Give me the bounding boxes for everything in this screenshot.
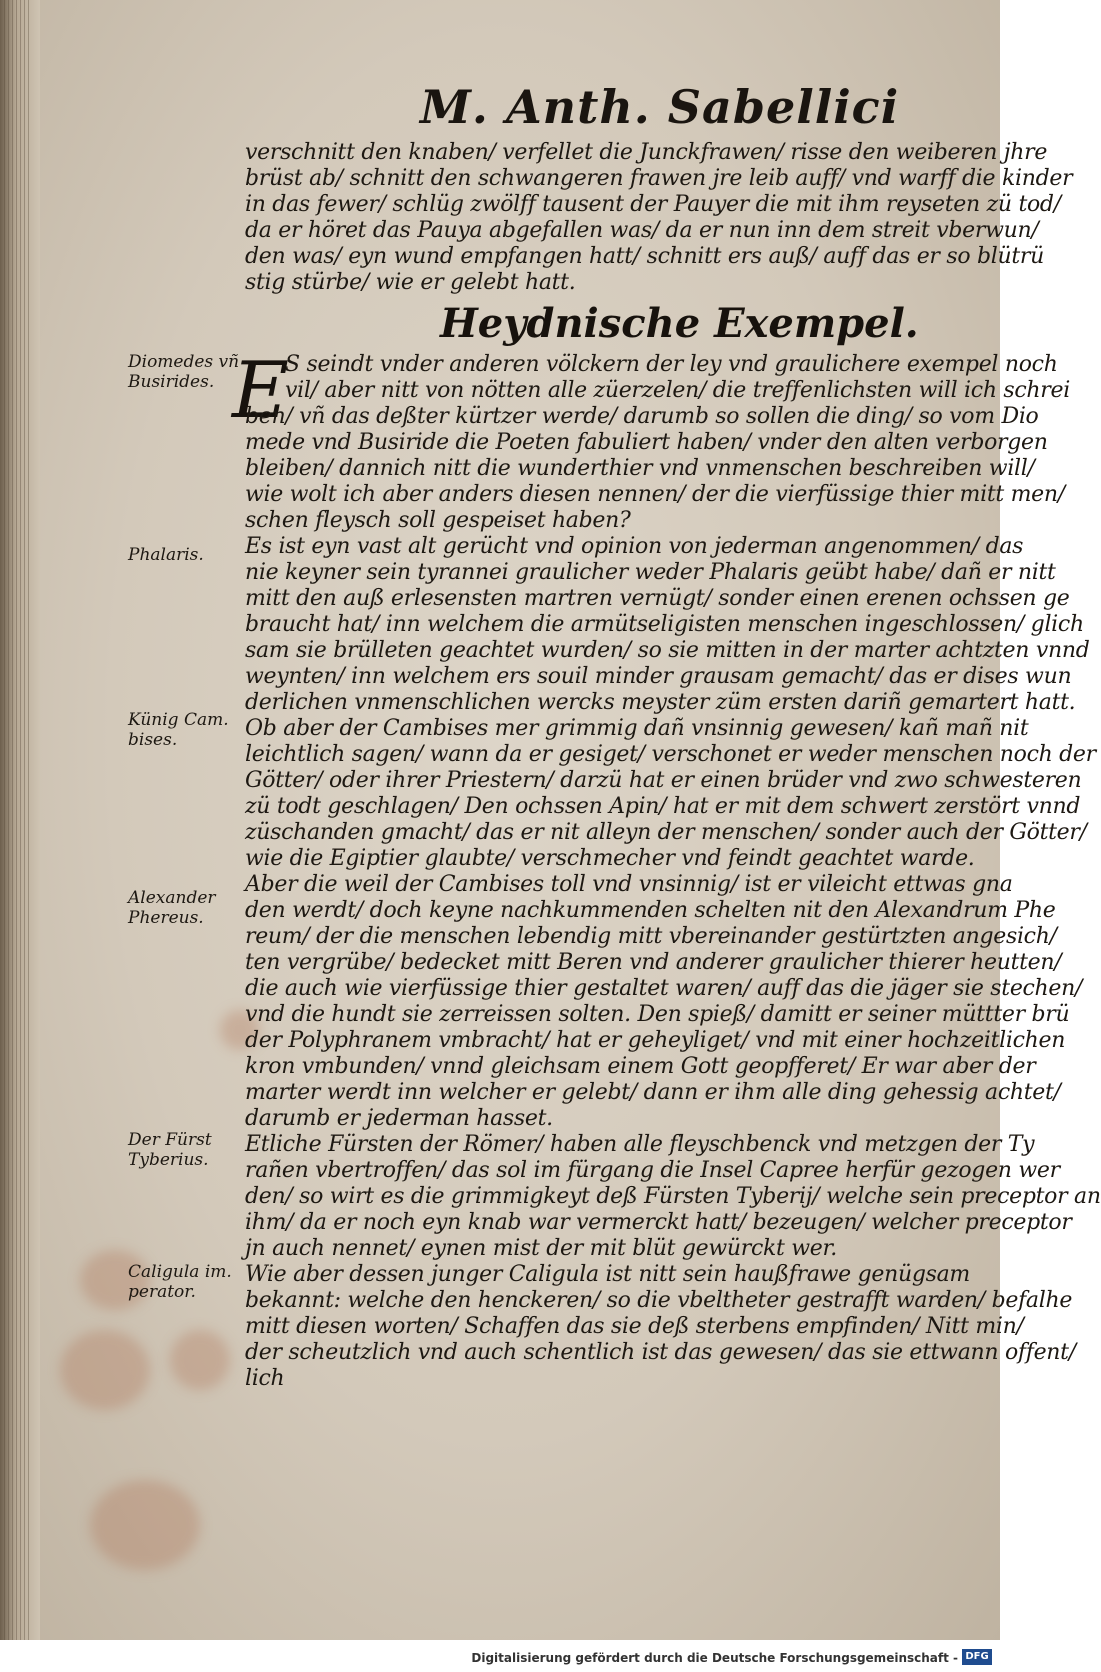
text-line: Es ist eyn vast alt gerücht vnd opinion von jederman angenommen/ das — [245, 534, 1024, 559]
text-line: Etliche Fürsten der Römer/ haben alle fleyschbenck vnd metzgen der Ty — [245, 1132, 1035, 1157]
text-line: sam sie brülleten geachtet wurden/ so sie mitten in der marter achtzten vnnd — [245, 638, 1090, 663]
text-line: mede vnd Busiride die Poeten fabuliert haben/ vnder den alten verborgen — [245, 430, 1048, 455]
text-line: darumb er jederman hasset. — [245, 1106, 553, 1131]
text-line: züschanden gmacht/ das er nit alleyn der menschen/ sonder auch der Götter/ — [245, 820, 1087, 845]
text-line: vil/ aber nitt von nötten alle züerzelen/ die treffenlichsten will ich schrei — [285, 378, 1070, 403]
text-line: leichtlich sagen/ wann da er gesiget/ verschonet er weder menschen noch der — [245, 742, 1096, 767]
text-line: ben/ vñ das deßter kürtzer werde/ darumb so sollen die ding/ so vom Dio — [245, 404, 1039, 429]
text-line: Wie aber dessen junger Caligula ist nitt sein haußfrawe genügsam — [245, 1262, 970, 1287]
text-line: wie die Egiptier glaubte/ verschmecher vnd feindt geachtet warde. — [245, 846, 975, 871]
text-line: den/ so wirt es die grimmigkeyt deß Fürsten Tyberij/ welche sein preceptor an — [245, 1184, 1101, 1209]
text-line: ihm/ da er noch eyn knab war vermerckt hatt/ bezeugen/ welcher preceptor — [245, 1210, 1072, 1235]
text-line: mitt diesen worten/ Schaffen das sie deß sterbens empfinden/ Nitt min/ — [245, 1314, 1024, 1339]
text-line: kron vmbunden/ vnnd gleichsam einem Gott geopfferet/ Er war aber der — [245, 1054, 1036, 1079]
text-line: lich — [245, 1366, 285, 1391]
text-line: in das fewer/ schlüg zwölff tausent der Pauyer die mit ihm reyseten zü tod/ — [245, 192, 1061, 217]
text-line: rañen vbertroffen/ das sol im fürgang die Insel Capree herfür gezogen wer — [245, 1158, 1060, 1183]
text-line: Götter/ oder ihrer Priestern/ darzü hat er einen brüder vnd zwo schwesteren — [245, 768, 1082, 793]
running-head: M. Anth. Sabellici — [420, 80, 900, 134]
drop-cap: E — [232, 346, 289, 436]
text-line: den werdt/ doch keyne nachkummenden schelten nit den Alexandrum Phe — [245, 898, 1056, 923]
margin-note: Künig Cam. bises. — [128, 710, 229, 750]
text-line: brüst ab/ schnitt den schwangeren frawen jre leib auff/ vnd warff die kinder — [245, 166, 1073, 191]
margin-note: Der Fürst Tyberius. — [128, 1130, 212, 1170]
text-line: zü todt geschlagen/ Den ochssen Apin/ hat er mit dem schwert zerstört vnnd — [245, 794, 1081, 819]
margin-note: Diomedes vñ Busirides. — [128, 352, 240, 392]
foxing-stain — [170, 1330, 230, 1390]
text-line: den was/ eyn wund empfangen hatt/ schnitt ers auß/ auff das er so blütrü — [245, 244, 1044, 269]
footer-credit: Digitalisierung gefördert durch die Deutsche Forschungsgemeinschaft - — [471, 1651, 958, 1665]
text-line: braucht hat/ inn welchem die armütseligisten menschen ingeschlossen/ glich — [245, 612, 1084, 637]
text-line: bleiben/ dannich nitt die wunderthier vnd vnmenschen beschreiben will/ — [245, 456, 1035, 481]
page-stack-lines — [4, 0, 30, 1640]
margin-note: Phalaris. — [128, 545, 204, 565]
text-line: schen fleysch soll gespeiset haben? — [245, 508, 631, 533]
text-line: die auch wie vierfüssige thier gestaltet waren/ auff das die jäger sie stechen/ — [245, 976, 1083, 1001]
text-line: reum/ der die menschen lebendig mitt vbereinander gestürtzten angesich/ — [245, 924, 1057, 949]
main-text — [245, 352, 1101, 1392]
text-line: bekannt: welche den henckeren/ so die vbeltheter gestrafft warden/ befalhe — [245, 1288, 1073, 1313]
margin-note: Alexander Phereus. — [128, 888, 216, 928]
text-line: Aber die weil der Cambises toll vnd vnsinnig/ ist er vileicht ettwas gna — [245, 872, 1013, 897]
margin-note: Caligula im. perator. — [128, 1262, 232, 1302]
text-line: derlichen vnmenschlichen wercks meyster züm ersten dariñ gemartert hatt. — [245, 690, 1076, 715]
text-line: wie wolt ich aber anders diesen nennen/ der die vierfüssige thier mitt men/ — [245, 482, 1065, 507]
text-line: mitt den auß erlesensten martren vernügt/ sonder einen erenen ochssen ge — [245, 586, 1070, 611]
text-line: S seindt vnder anderen völckern der ley vnd graulichere exempel noch — [285, 352, 1058, 377]
foxing-stain — [60, 1330, 150, 1410]
text-line: nie keyner sein tyrannei graulicher weder Phalaris geübt habe/ dañ er nitt — [245, 560, 1056, 585]
dfg-logo: DFG — [962, 1649, 992, 1665]
text-line: vnd die hundt sie zerreissen solten. Den spieß/ damitt er seiner müttter brü — [245, 1002, 1070, 1027]
text-line: der Polyphranem vmbracht/ hat er geheyliget/ vnd mit einer hochzeitlichen — [245, 1028, 1066, 1053]
text-line: marter werdt inn welcher er gelebt/ dann er ihm alle ding gehessig achtet/ — [245, 1080, 1061, 1105]
text-line: jn auch nennet/ eynen mist der mit blüt gewürckt wer. — [245, 1236, 837, 1261]
text-line: da er höret das Pauya abgefallen was/ da er nun inn dem streit vberwun/ — [245, 218, 1039, 243]
text-line: verschnitt den knaben/ verfellet die Junckfrawen/ risse den weiberen jhre — [245, 140, 1048, 165]
text-line: ten vergrübe/ bedecket mitt Beren vnd anderer graulicher thierer heutten/ — [245, 950, 1062, 975]
text-line: Ob aber der Cambises mer grimmig dañ vnsinnig gewesen/ kañ mañ nit — [245, 716, 1029, 741]
text-line: der scheutzlich vnd auch schentlich ist das gewesen/ das sie ettwann offent/ — [245, 1340, 1076, 1365]
text-line: stig stürbe/ wie er gelebt hatt. — [245, 270, 576, 295]
text-line: weynten/ inn welchem ers souil minder grausam gemacht/ das er dises wun — [245, 664, 1072, 689]
top-paragraph — [245, 140, 1073, 296]
foxing-stain — [90, 1480, 200, 1570]
section-title: Heydnische Exempel. — [440, 300, 919, 347]
